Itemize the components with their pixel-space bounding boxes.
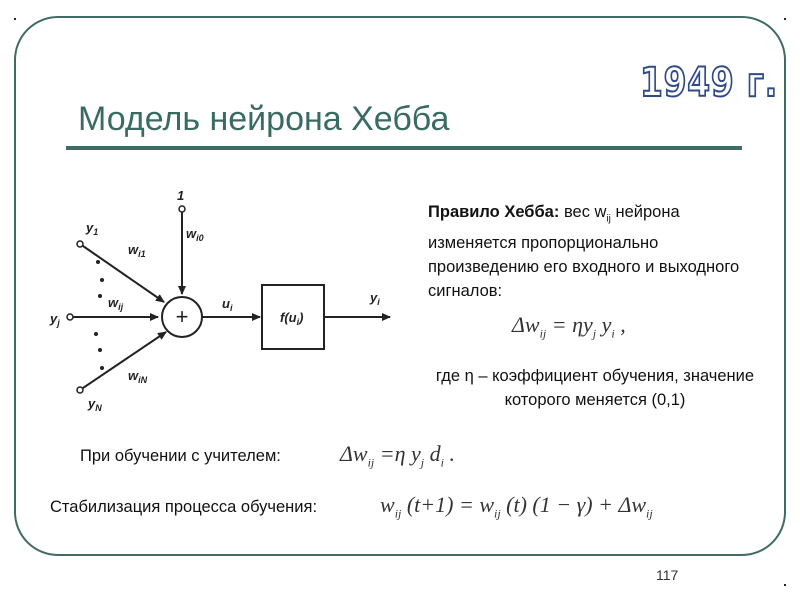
year-badge: 1949 г. xyxy=(640,60,779,106)
learning-rate-note: где η – коэффициент обучения, значение которого меняется (0,1) xyxy=(435,367,755,409)
ellipsis-dot xyxy=(96,260,100,264)
label-ui: $u_i$ xyxy=(222,296,233,313)
ellipsis-dot xyxy=(98,348,102,352)
label-bias: 1 xyxy=(177,188,185,203)
bias-node xyxy=(179,206,185,212)
input-node-yj xyxy=(67,314,73,320)
label-yN: $y_N$ xyxy=(88,396,102,413)
corner-dot-top-left xyxy=(14,18,16,20)
page-title: Модель нейрона Хебба xyxy=(78,100,450,138)
corner-dot-bottom-right xyxy=(784,584,786,586)
label-w-i1: $w_{i1}$ xyxy=(128,242,146,259)
title-underline xyxy=(66,146,742,150)
label-w-ij: $w_{ij}$ xyxy=(108,295,124,312)
label-y1: $y_1$ xyxy=(86,220,99,237)
neuron-diagram xyxy=(40,182,400,422)
hebb-formula: $\Delta w_{ij} = \eta y_j$ $y_i$ , xyxy=(512,312,626,341)
teacher-label: При обучении с учителем: xyxy=(80,447,281,465)
page-number: 117 xyxy=(656,567,679,583)
input-node-yN xyxy=(77,387,83,393)
summation-sign: + xyxy=(175,304,189,329)
stabilization-label: Стабилизация процесса обучения: xyxy=(50,498,318,516)
stabilization-formula: $w_{ij}$ $(t+1) = w_{ij}$ (t) $(1 - \gamma) + \Delta w_{ij}$ xyxy=(380,492,653,521)
ellipsis-dot xyxy=(98,294,102,298)
corner-dot-top-right xyxy=(784,18,786,20)
teacher-formula: $\Delta w_{ij} =\eta$ $y_j$ $d_i$ . xyxy=(340,441,455,470)
activation-label: $f(u_i)$ xyxy=(280,310,304,327)
ellipsis-dot xyxy=(100,278,104,282)
label-yj: $y_j$ xyxy=(50,311,60,328)
arrow-yN xyxy=(83,332,166,388)
hebb-rule-label: Правило Хебба: xyxy=(428,203,560,221)
ellipsis-dot xyxy=(100,366,104,370)
label-w-iN: $w_{iN}$ xyxy=(128,368,148,385)
label-yi: $y_i$ xyxy=(370,290,380,307)
input-node-y1 xyxy=(77,241,83,247)
label-w-i0: $w_{i0}$ xyxy=(186,226,204,243)
hebb-rule-text: Правило Хебба: вес $w_{ij}$ нейрона изменяется пропорционально произведению его входного и выходного сигналов: xyxy=(428,203,740,301)
ellipsis-dot xyxy=(94,332,98,336)
arrow-y1 xyxy=(83,246,164,302)
